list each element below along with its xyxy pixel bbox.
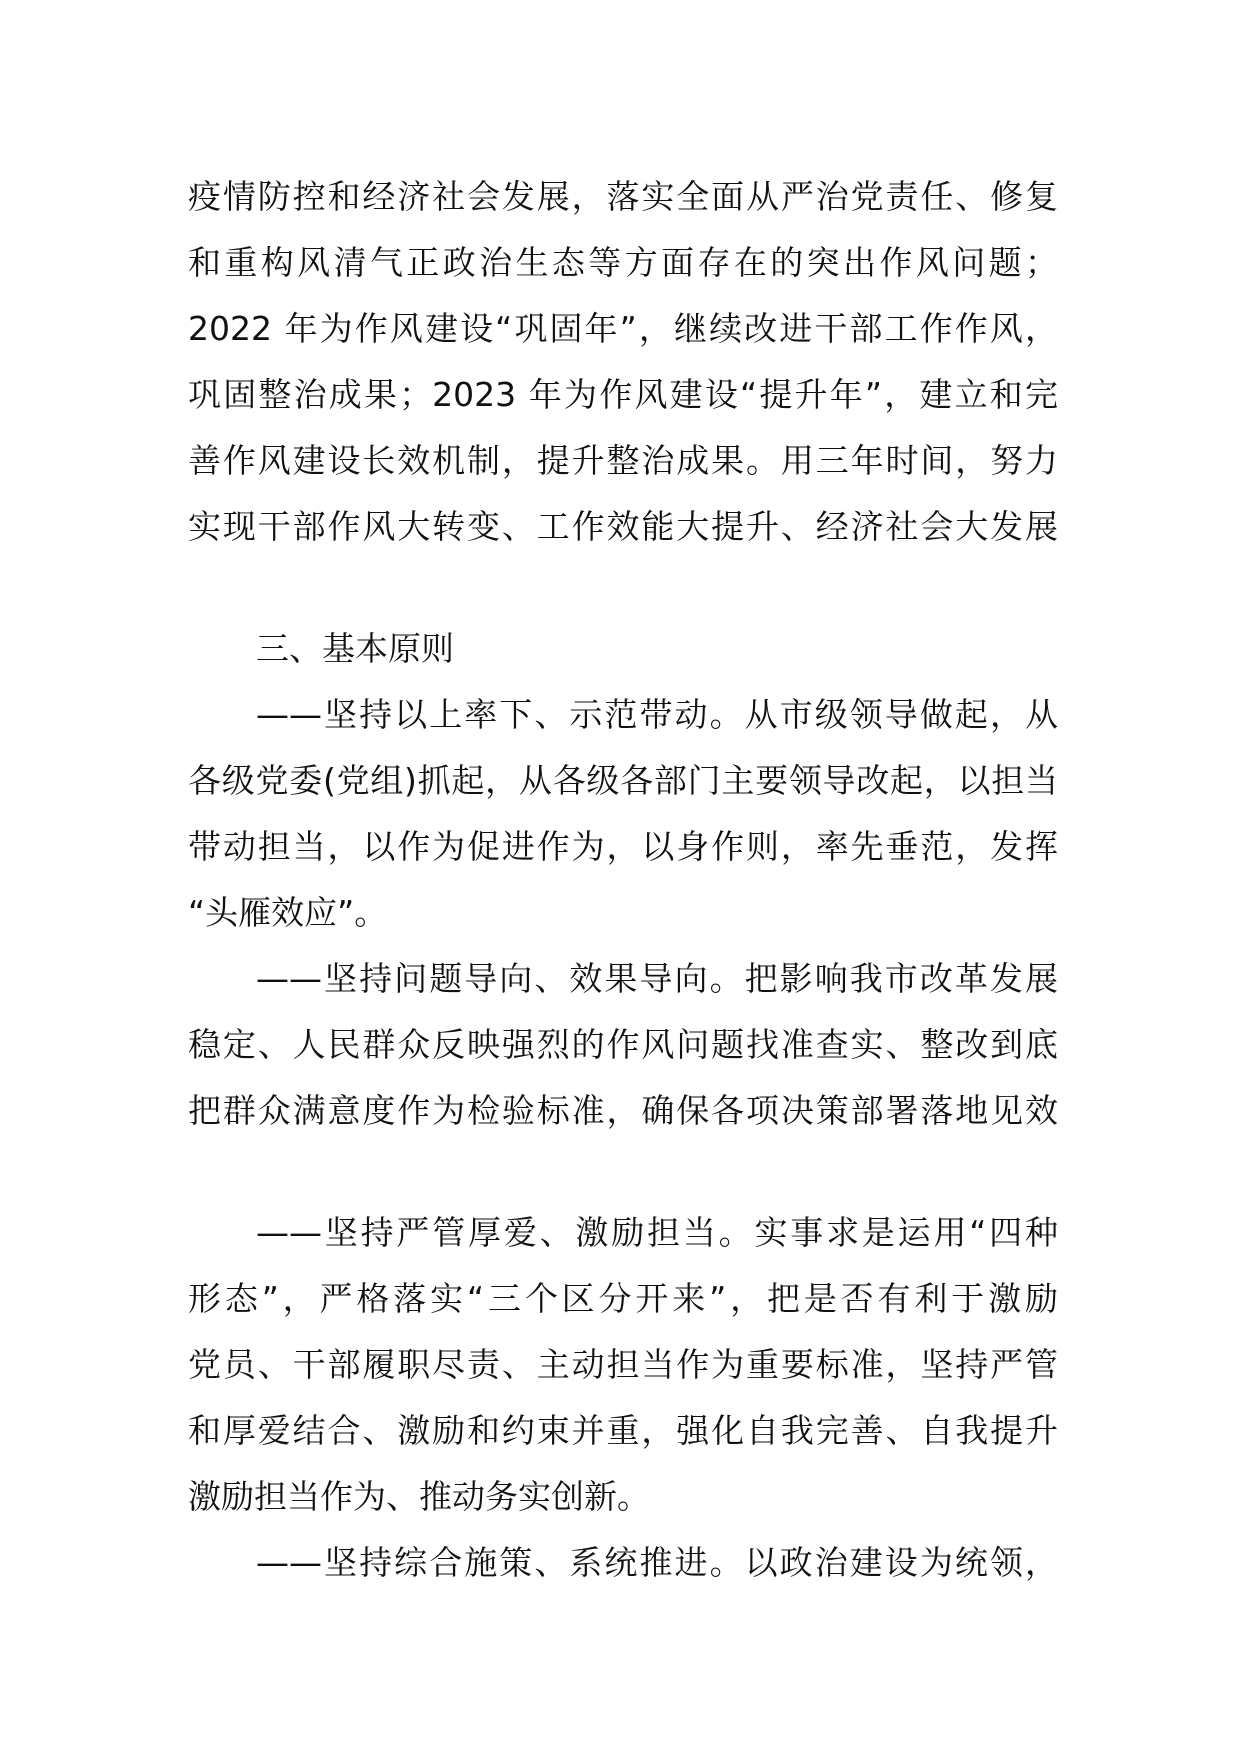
- body-text-line: ——坚持综合施策、系统推进。以政治建设为统领，: [256, 1543, 1058, 1582]
- body-text-line: 把群众满意度作为检验标准，确保各项决策部署落地见效: [188, 1091, 1058, 1130]
- body-text-line: 和重构风清气正政治生态等方面存在的突出作风问题；: [188, 243, 1058, 282]
- body-text-line: 激励担当作为、推动务实创新。: [188, 1477, 650, 1516]
- body-text-line: 各级党委(党组)抓起，从各级各部门主要领导改起，以担当: [188, 761, 1058, 800]
- section-heading: 三、基本原则: [256, 629, 454, 668]
- body-text-line: 巩固整治成果；2023 年为作风建设“提升年”，建立和完: [188, 375, 1058, 414]
- body-text-line: 2022 年为作风建设“巩固年”，继续改进干部工作作风，: [188, 309, 1058, 348]
- body-text-line: 形态”，严格落实“三个区分开来”，把是否有利于激励: [188, 1279, 1058, 1318]
- body-text-line: 疫情防控和经济社会发展，落实全面从严治党责任、修复: [188, 177, 1058, 216]
- body-text-line: 带动担当，以作为促进作为，以身作则，率先垂范，发挥: [188, 827, 1058, 866]
- body-text-line: 善作风建设长效机制，提升整治成果。用三年时间，努力: [188, 441, 1058, 480]
- body-text-line: 党员、干部履职尽责、主动担当作为重要标准，坚持严管: [188, 1345, 1058, 1384]
- body-text-line: ——坚持严管厚爱、激励担当。实事求是运用“四种: [256, 1213, 1058, 1252]
- body-text-line: 和厚爱结合、激励和约束并重，强化自我完善、自我提升: [188, 1411, 1058, 1450]
- body-text-line: ——坚持问题导向、效果导向。把影响我市改革发展: [256, 959, 1058, 998]
- body-text-line: “头雁效应”。: [188, 893, 388, 932]
- body-text-line: 实现干部作风大转变、工作效能大提升、经济社会大发展: [188, 507, 1058, 546]
- body-text-line: 稳定、人民群众反映强烈的作风问题找准查实、整改到底: [188, 1025, 1058, 1064]
- body-text-line: ——坚持以上率下、示范带动。从市级领导做起，从: [256, 695, 1058, 734]
